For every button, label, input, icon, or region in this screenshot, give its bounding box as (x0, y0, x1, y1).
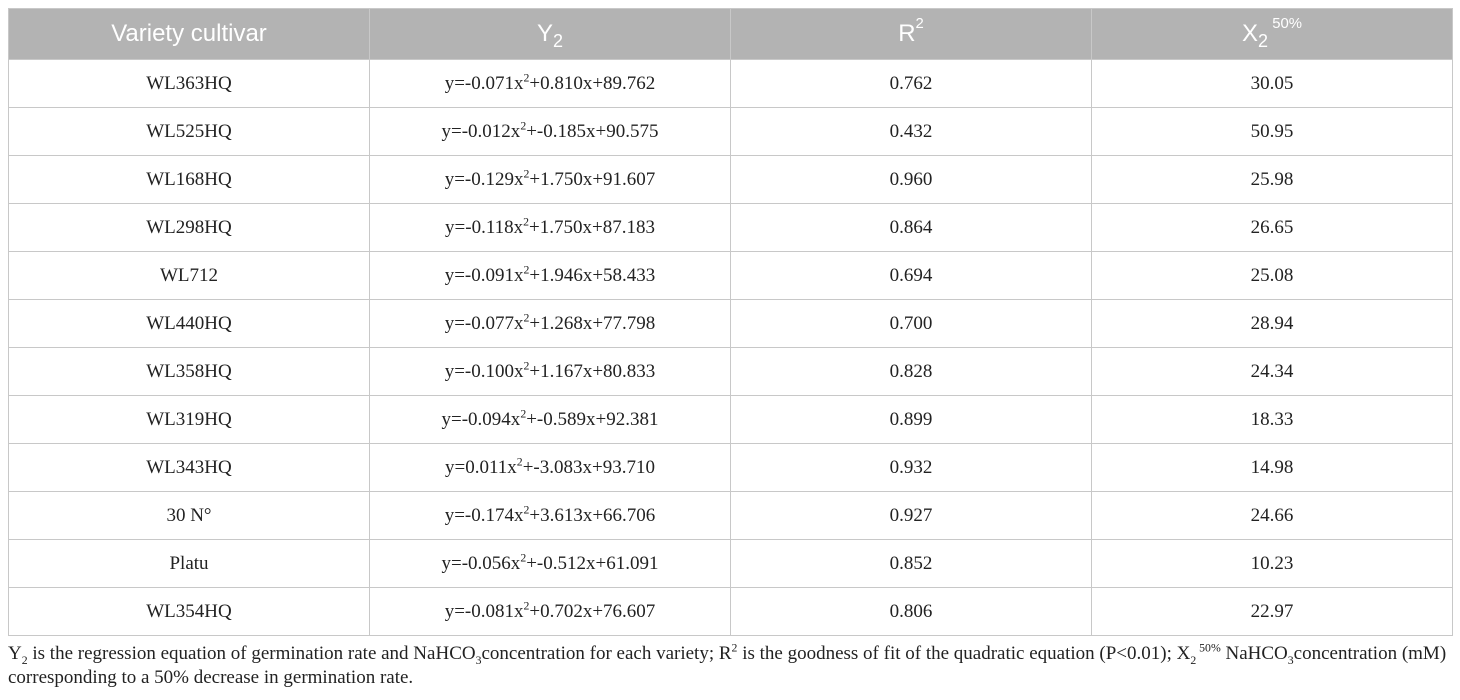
table-row (9, 108, 1453, 156)
header-y2: $Y_2$ (370, 9, 731, 60)
cell-variety: Platu (9, 540, 370, 588)
cell-x2-50: 30.05 (1092, 60, 1453, 108)
table-row (9, 156, 1453, 204)
table-body (9, 60, 1453, 636)
cell-variety: WL343HQ (9, 444, 370, 492)
cell-equation: $y=-0.094x^2+-0.589x+92.381$ (370, 396, 731, 444)
cell-variety: WL525HQ (9, 108, 370, 156)
cell-x2-50: 14.98 (1092, 444, 1453, 492)
cell-x2-50: 10.23 (1092, 540, 1453, 588)
cell-equation: $y=-0.091x^2+1.946x+58.433$ (370, 252, 731, 300)
cell-equation: $y=-0.071x^2+0.810x+89.762$ (370, 60, 731, 108)
cell-variety: 30 N° (9, 492, 370, 540)
cell-r2: 0.960 (731, 156, 1092, 204)
cell-variety: WL354HQ (9, 588, 370, 636)
table-footnote: $Y_2$ is the regression equation of germination rate and NaHCO$_3$concentration for each variety; $R^2$ is the goodness of fit of the quadratic equation (P<0.01); $X_2$ $^{50\%}$ NaHCO$_3$concentration (mM) corresponding to a 50% decrease in germination rate. (8, 641, 1447, 688)
table-row (9, 348, 1453, 396)
cell-equation: $y=-0.174x^2+3.613x+66.706$ (370, 492, 731, 540)
table-row (9, 60, 1453, 108)
cell-equation: $y=-0.100x^2+1.167x+80.833$ (370, 348, 731, 396)
cell-x2-50: 50.95 (1092, 108, 1453, 156)
cell-variety: WL168HQ (9, 156, 370, 204)
cell-r2: 0.828 (731, 348, 1092, 396)
cell-equation: $y=-0.118x^2+1.750x+87.183$ (370, 204, 731, 252)
cell-variety: WL440HQ (9, 300, 370, 348)
cell-r2: 0.932 (731, 444, 1092, 492)
header-x2-50: $X_2$ $^{50\%}$ (1092, 9, 1453, 60)
cell-equation: $y=-0.081x^2+0.702x+76.607$ (370, 588, 731, 636)
table-row (9, 444, 1453, 492)
cell-equation: $y=-0.012x^2+-0.185x+90.575$ (370, 108, 731, 156)
cell-equation: $y=0.011x^2+-3.083x+93.710$ (370, 444, 731, 492)
header-variety: Variety cultivar (9, 9, 370, 60)
cell-equation: $y=-0.056x^2+-0.512x+61.091$ (370, 540, 731, 588)
cell-variety: WL319HQ (9, 396, 370, 444)
cell-x2-50: 28.94 (1092, 300, 1453, 348)
cell-r2: 0.852 (731, 540, 1092, 588)
cell-variety: WL363HQ (9, 60, 370, 108)
table-row (9, 588, 1453, 636)
cell-x2-50: 22.97 (1092, 588, 1453, 636)
germination-regression-table (8, 8, 1453, 636)
cell-r2: 0.927 (731, 492, 1092, 540)
table-row (9, 300, 1453, 348)
cell-r2: 0.899 (731, 396, 1092, 444)
cell-variety: WL298HQ (9, 204, 370, 252)
table-row (9, 252, 1453, 300)
cell-x2-50: 24.66 (1092, 492, 1453, 540)
cell-r2: 0.806 (731, 588, 1092, 636)
cell-r2: 0.432 (731, 108, 1092, 156)
cell-equation: $y=-0.077x^2+1.268x+77.798$ (370, 300, 731, 348)
cell-r2: 0.864 (731, 204, 1092, 252)
cell-equation: $y=-0.129x^2+1.750x+91.607$ (370, 156, 731, 204)
cell-x2-50: 25.98 (1092, 156, 1453, 204)
table-row (9, 204, 1453, 252)
cell-r2: 0.762 (731, 60, 1092, 108)
cell-x2-50: 18.33 (1092, 396, 1453, 444)
table-row (9, 492, 1453, 540)
cell-x2-50: 24.34 (1092, 348, 1453, 396)
table-container (8, 8, 1452, 690)
cell-x2-50: 26.65 (1092, 204, 1453, 252)
table-row (9, 396, 1453, 444)
table-row (9, 540, 1453, 588)
cell-x2-50: 25.08 (1092, 252, 1453, 300)
cell-r2: 0.700 (731, 300, 1092, 348)
header-row (9, 9, 1453, 60)
header-r2: $R^2$ (731, 9, 1092, 60)
cell-r2: 0.694 (731, 252, 1092, 300)
cell-variety: WL358HQ (9, 348, 370, 396)
cell-variety: WL712 (9, 252, 370, 300)
